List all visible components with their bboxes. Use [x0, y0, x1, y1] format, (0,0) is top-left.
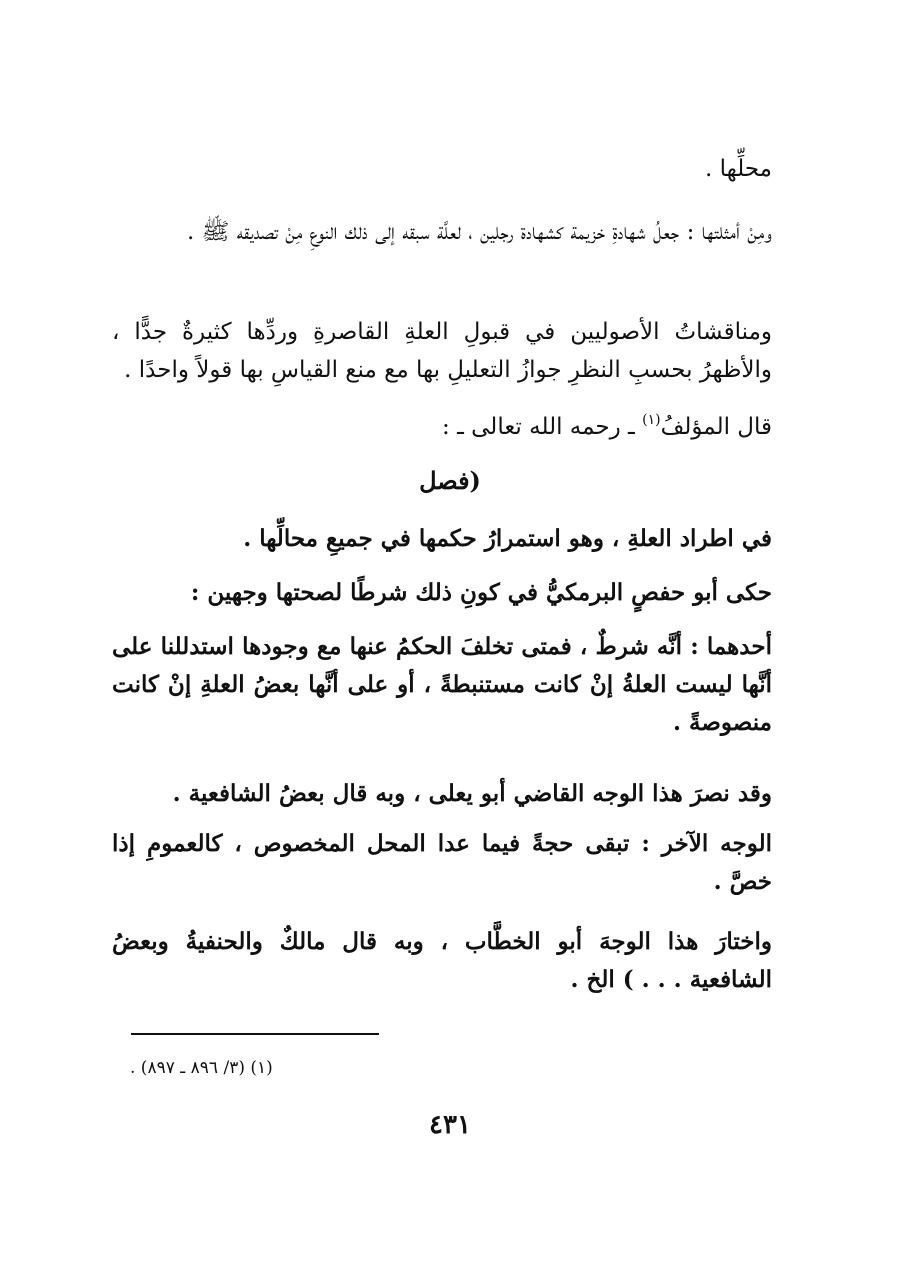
paragraph-9: الوجه الآخر : تبقى حجةً فيما عدا المحل المخصوص ، كالعمومِ إذا خصَّ . [112, 830, 772, 895]
footnote-marker: (١) [642, 412, 661, 428]
paragraph-4 [112, 408, 772, 449]
paragraph-5: في اطراد العلةِ ، وهو استمرارُ حكمها في جميعِ محالِّها . [243, 525, 772, 552]
paragraph-6: حكى أبو حفصٍ البرمكيُّ في كونِ ذلك شرطًا لصحتها وجهين : [190, 579, 772, 606]
paragraph-7: أحدهما : أنَّه شرطٌ ، فمتى تخلفَ الحكمُ عنها مع وجودها استدللنا على أنَّها ليست العلةُ إنْ كانت مستنبطةً ، أو على أنَّها بعضُ العلةِ إنْ كانت منصوصةً . [112, 633, 772, 736]
footnote: (١) (٣/ ٨٩٦ ـ ٨٩٧) . [130, 1058, 273, 1078]
author-label: قال المؤلفُ [660, 414, 772, 440]
paragraph-2: ومِنْ أمثلتها : جعلُ شهادةِ خزيمة كشهادة رجلين ، لعلَّة سبقه إلى ذلك النوعِ مِنْ تصديقه ﷺ . [187, 219, 772, 245]
paragraph-3: ومناقشاتُ الأصوليين في قبولِ العلةِ القاصرةِ وردِّها كثيرةٌ جدًّا ، والأظهرُ بحسبِ النظرِ جوازُ التعليلِ بها مع منع القياسِ بها قولاً واحدًا . [112, 319, 772, 383]
paragraph-8: وقد نصرَ هذا الوجه القاضي أبو يعلى ، وبه قال بعضُ الشافعية . [172, 780, 772, 807]
section-heading: (فصل [419, 466, 481, 495]
footnote-divider [131, 1033, 379, 1035]
author-invocation: ـ رحمه الله تعالى ـ : [442, 414, 643, 440]
paragraph-1: محلِّها . [704, 156, 772, 182]
page-number: ٤٣١ [429, 1110, 471, 1140]
paragraph-10: واختارَ هذا الوجهَ أبو الخطَّاب ، وبه قال مالكٌ والحنفيةُ وبعضُ الشافعية . . . ) الخ . [112, 928, 772, 993]
